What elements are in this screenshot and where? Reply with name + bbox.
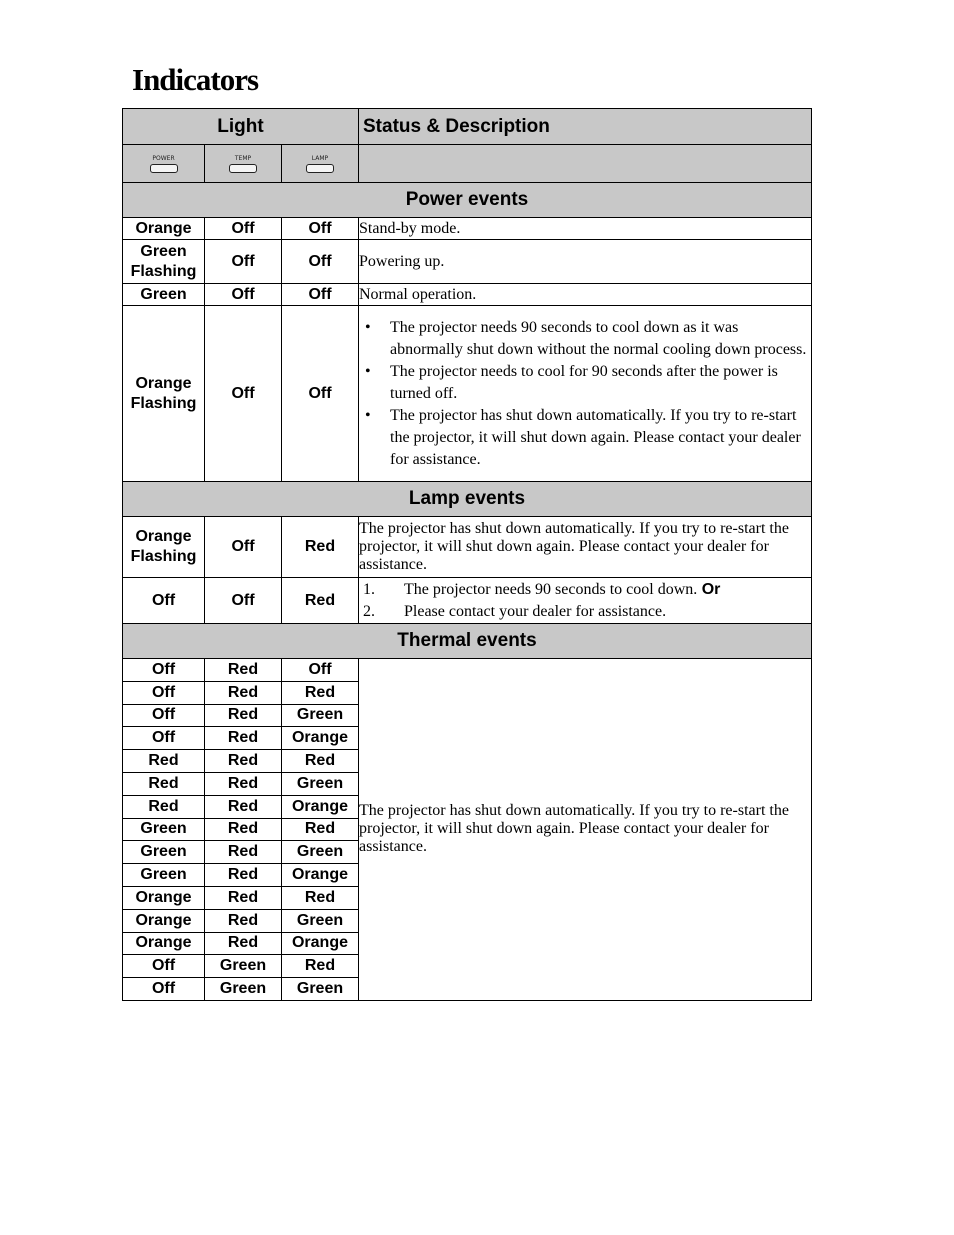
power-indicator-label: POWER: [152, 154, 175, 162]
bullet-icon: •: [365, 318, 371, 336]
temp-state: Red: [205, 818, 282, 841]
power-state: Off: [123, 955, 205, 978]
lamp-led-icon: [306, 164, 334, 173]
table-row: [123, 306, 812, 482]
thermal-status-description: The projector has shut down automatically. If you try to re-start the projector, it will shut down again. Please contact your dealer for assistance.: [359, 659, 812, 1001]
temp-state: Red: [205, 841, 282, 864]
table-row: [123, 578, 812, 624]
temp-indicator-cell: [205, 145, 282, 183]
temp-state: Off: [205, 240, 282, 284]
light-column-header: Light: [123, 109, 359, 145]
power-state: Red: [123, 795, 205, 818]
temp-state: Red: [205, 909, 282, 932]
status-description: [359, 578, 812, 624]
temp-state: Red: [205, 727, 282, 750]
description-bullet-list: [363, 317, 807, 471]
lamp-state: Orange: [282, 932, 359, 955]
lamp-state: Red: [282, 578, 359, 624]
temp-state: Red: [205, 750, 282, 773]
table-row: [123, 517, 812, 578]
temp-state: Red: [205, 659, 282, 682]
temp-indicator-label: TEMP: [234, 154, 252, 162]
power-state: Green Flashing: [123, 240, 205, 284]
lamp-state: Green: [282, 978, 359, 1001]
temp-state: Off: [205, 578, 282, 624]
lamp-state: Red: [282, 517, 359, 578]
lamp-state: Green: [282, 704, 359, 727]
table-row: [123, 240, 812, 284]
power-led-icon: [150, 164, 178, 173]
lamp-state: Green: [282, 772, 359, 795]
power-state: Off: [123, 578, 205, 624]
item-number: 1.: [363, 580, 375, 598]
power-state: Red: [123, 750, 205, 773]
temp-state: Green: [205, 955, 282, 978]
power-state: Green: [123, 818, 205, 841]
lamp-state: Off: [282, 659, 359, 682]
temp-state: Green: [205, 978, 282, 1001]
lamp-state: Off: [282, 306, 359, 482]
numbered-item: 1. The projector needs 90 seconds to cool down. Or: [363, 579, 807, 601]
temp-state: Red: [205, 864, 282, 887]
bullet-item: • The projector needs to cool for 90 seconds after the power is turned off.: [365, 362, 778, 402]
temp-state: Red: [205, 704, 282, 727]
numbered-item: 2. Please contact your dealer for assistance.: [363, 601, 807, 623]
temp-state: Red: [205, 886, 282, 909]
section-header-power: Power events: [123, 183, 812, 218]
table-row: [123, 218, 812, 240]
power-state: Off: [123, 727, 205, 750]
lamp-state: Off: [282, 240, 359, 284]
status-description: Stand-by mode.: [359, 218, 812, 240]
lamp-state: Green: [282, 841, 359, 864]
temp-state: Red: [205, 681, 282, 704]
power-state: Green: [123, 841, 205, 864]
or-label: Or: [697, 580, 721, 598]
lamp-state: Green: [282, 909, 359, 932]
section-header-thermal: Thermal events: [123, 624, 812, 659]
temp-state: Off: [205, 306, 282, 482]
section-header-lamp: Lamp events: [123, 482, 812, 517]
lamp-state: Orange: [282, 795, 359, 818]
section-row: [123, 482, 812, 517]
power-state: Orange Flashing: [123, 306, 205, 482]
power-state: Orange: [123, 218, 205, 240]
lamp-indicator-label: LAMP: [311, 154, 329, 162]
status-description: Powering up.: [359, 240, 812, 284]
item-number: 2.: [363, 602, 375, 620]
power-state: Orange Flashing: [123, 517, 205, 578]
lamp-state: Orange: [282, 727, 359, 750]
lamp-state: Red: [282, 886, 359, 909]
bullet-icon: •: [365, 406, 371, 424]
temp-state: Off: [205, 218, 282, 240]
indicator-blank-cell: [359, 145, 812, 183]
power-state: Off: [123, 978, 205, 1001]
power-state: Off: [123, 681, 205, 704]
temp-state: Red: [205, 795, 282, 818]
lamp-state: Off: [282, 218, 359, 240]
status-column-header: Status & Description: [359, 109, 812, 145]
power-state: Off: [123, 659, 205, 682]
lamp-indicator-cell: [282, 145, 359, 183]
lamp-state: Red: [282, 750, 359, 773]
power-state: Orange: [123, 932, 205, 955]
power-state: Green: [123, 864, 205, 887]
status-description: [359, 306, 812, 482]
temp-state: Red: [205, 932, 282, 955]
bullet-item: • The projector has shut down automatically. If you try to re-start the projector, it will shut down again. Please contact your dealer for assistance.: [365, 406, 801, 468]
bullet-item: • The projector needs 90 seconds to cool down as it was abnormally shut down without the normal cooling down process.: [365, 318, 807, 358]
lamp-state: Off: [282, 284, 359, 306]
temp-led-icon: [229, 164, 257, 173]
power-state: Orange: [123, 886, 205, 909]
lamp-state: Orange: [282, 864, 359, 887]
bullet-icon: •: [365, 362, 371, 380]
status-description: Normal operation.: [359, 284, 812, 306]
temp-state: Red: [205, 772, 282, 795]
temp-state: Off: [205, 517, 282, 578]
power-state: Red: [123, 772, 205, 795]
power-state: Orange: [123, 909, 205, 932]
section-row: [123, 624, 812, 659]
section-row: [123, 183, 812, 218]
power-indicator-cell: [123, 145, 205, 183]
power-state: Green: [123, 284, 205, 306]
temp-state: Off: [205, 284, 282, 306]
indicators-table: [122, 108, 812, 1001]
power-state: Off: [123, 704, 205, 727]
lamp-state: Red: [282, 955, 359, 978]
table-row: [123, 284, 812, 306]
table-row: [123, 659, 812, 682]
description-numbered-list: [363, 579, 807, 623]
lamp-state: Red: [282, 681, 359, 704]
status-description: The projector has shut down automatically. If you try to re-start the projector, it will shut down again. Please contact your dealer for assistance.: [359, 517, 812, 578]
lamp-state: Red: [282, 818, 359, 841]
page-title: Indicators: [132, 62, 259, 97]
